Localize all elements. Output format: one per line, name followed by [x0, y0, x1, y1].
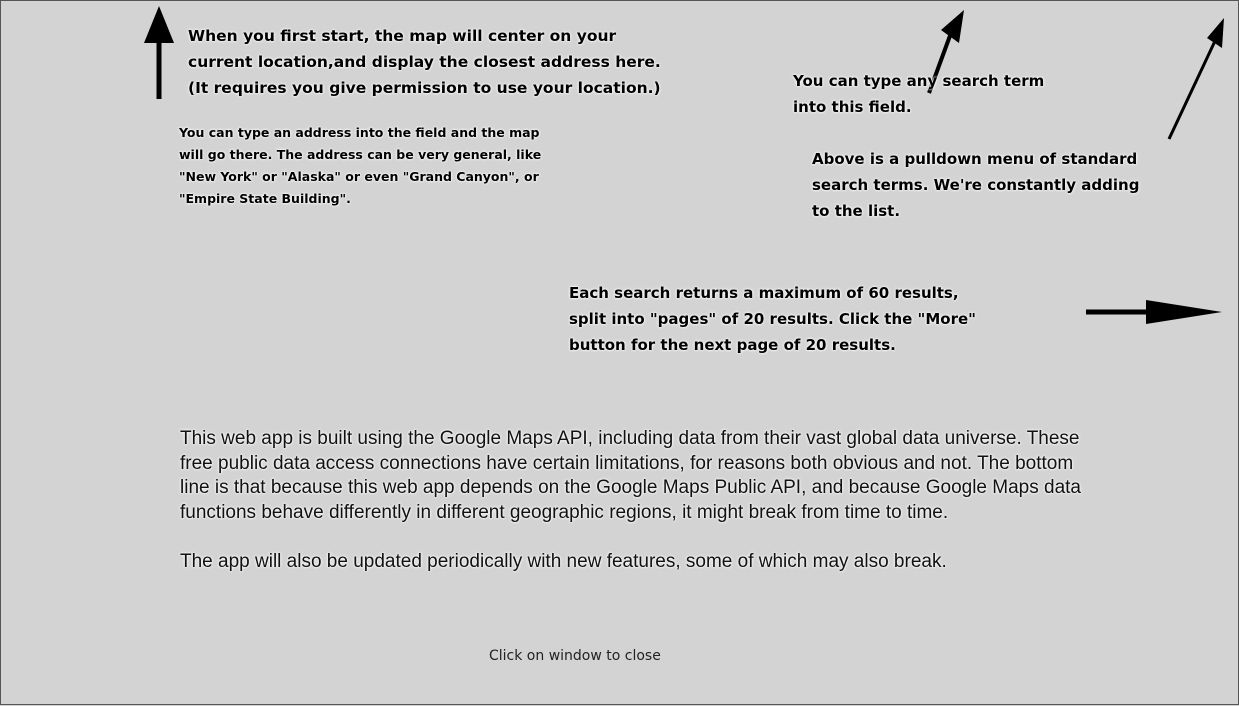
note-address-field: You can type an address into the field and the map will go there. The address can be very general, like "New York" or "Alaska" or even "Grand Canyon", or "Empire State Building". — [179, 125, 542, 206]
arrow-right-icon — [1086, 300, 1222, 324]
note-start-location: When you first start, the map will center on your current location,and display the closest address here. (It requires you give permission to use your location.) — [188, 27, 661, 97]
arrow-up-right-icon — [1169, 18, 1224, 139]
note-pulldown-menu: Above is a pulldown menu of standard search terms. We're constantly adding to the list. — [812, 150, 1140, 220]
disclaimer-paragraph: This web app is built using the Google Maps API, including data from their vast global data universe. These free public data access connections have certain limitations, for reasons both obvious and not. The bottom line is that because this web app depends on the Google Maps Public API, and because Google Maps data functions behave differently in different geographic regions, it might break from time to time. — [180, 428, 1081, 523]
close-hint: Click on window to close — [489, 648, 661, 664]
arrow-up-icon — [144, 6, 174, 99]
disclaimer-paragraph: The app will also be updated periodically with new features, some of which may also break. — [180, 551, 947, 572]
note-results-paging: Each search returns a maximum of 60 results, split into "pages" of 20 results. Click the "More" button for the next page of 20 results. — [569, 284, 976, 354]
disclaimer-text — [180, 427, 1100, 575]
note-search-term: You can type any search term into this field. — [793, 72, 1045, 116]
